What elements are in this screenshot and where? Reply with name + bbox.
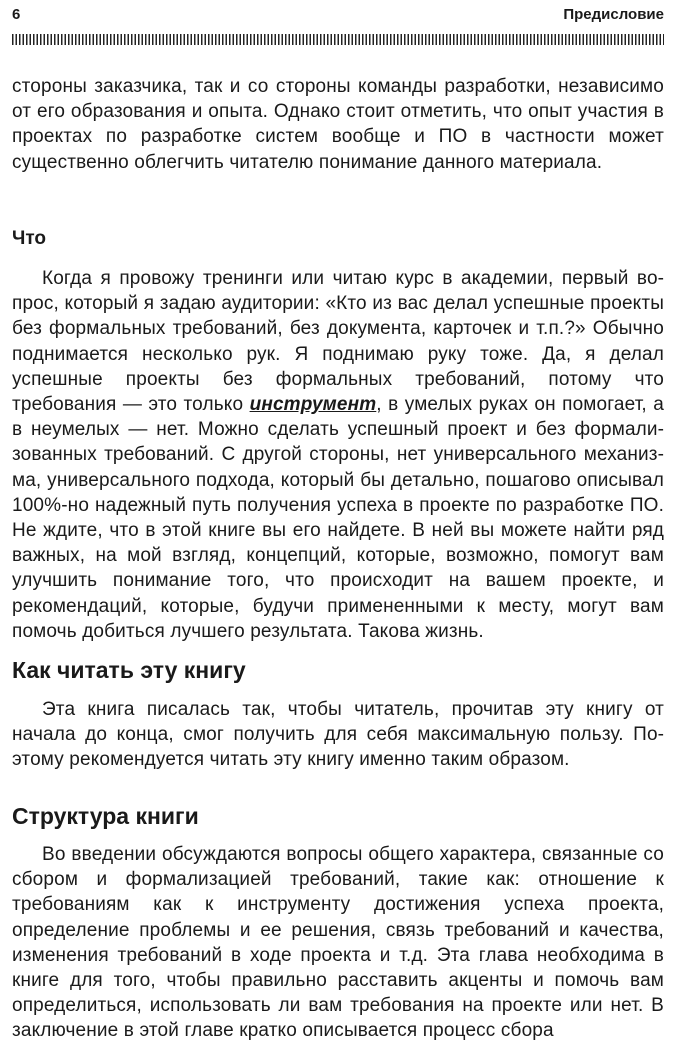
what-text-after: , в умелых руках он помогает, а в неумелых — нет. Можно сделать успешный проект и без формализованных требований. С другой стороны, нет универсального механизма, универсального подхода, который бы детально, пошагово описывал 100%-но надежный путь получения успеха в проекте по разработке ПО. Не ждите, что в этой книге вы его найдете. В ней вы можете найти ряд важных, на мой взгляд, концепций, которые, возможно, помогут вам улучшить понимание того, что происходит на вашем проекте, и рекомендаций, которые, будучи примененными к месту, могут вам помочь добиться лучшего результата. Такова жизнь.	[12, 394, 664, 642]
running-header-section: Предисловие	[563, 6, 664, 23]
structure-heading: Структура книги	[12, 803, 199, 829]
how-to-read-heading: Как читать эту книгу	[12, 657, 246, 683]
what-text-before: Когда я провожу тренинги или читаю курс в академии, первый вопрос, который я задаю аудитории: «Кто из вас делал успешные проекты без формальных требований, без документа, карточек и т.п.?» Обычно поднимается несколько рук. Я поднимаю руку тоже. Да, я делал успешные проекты без формальных требований, потому что требования — это только	[12, 268, 664, 416]
running-header	[12, 6, 664, 28]
how-to-read-paragraph: Эта книга писалась так, чтобы читатель, прочитав эту книгу от начала до конца, смог получить для себя максимальную пользу. Поэтому рекомендуется читать эту книгу именно таким образом.	[12, 699, 664, 771]
continued-paragraph: стороны заказчика, так и со стороны команды разработки, независимо от его образования и опыта. Однако стоит отметить, что опыт участия в проектах по разработке систем вообще и ПО в частности может существенно облегчить читателю понимание данного материала.	[12, 76, 664, 173]
header-rule	[12, 34, 664, 45]
page-number: 6	[12, 6, 21, 23]
instrument-emphasis: инструмент	[249, 394, 377, 416]
structure-paragraph: Во введении обсуждаются вопросы общего характера, связанные со сбором и формализацией требований, такие как: отношение к требованиям как к инструменту достижения успеха проекта, определение проблемы и ее решения, связь требований и качества, изменения требований в ходе проекта и т.д. Эта глава необходима в книге для того, чтобы правильно расставить акценты и помочь вам определиться, использовать ли вам требования на проекте или нет. В заключение в этой главе кратко описывается процесс сбора	[12, 844, 664, 1042]
what-heading: Что	[12, 228, 47, 249]
what-paragraph	[12, 266, 664, 644]
book-page	[12, 0, 664, 1044]
